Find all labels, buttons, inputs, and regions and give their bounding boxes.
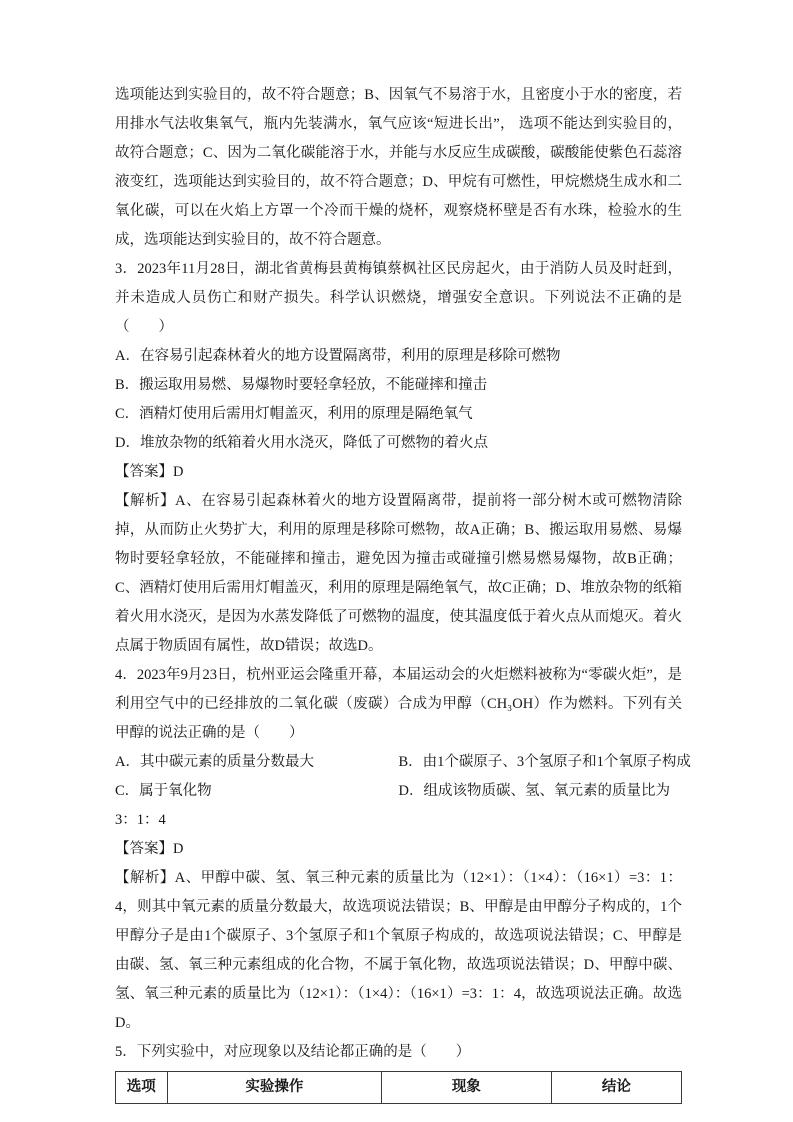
question4-option-d-continuation: 3：1：4 [115, 812, 166, 828]
question5-table-header-operation: 实验操作 [167, 1072, 382, 1104]
question4-option-d: D．组成该物质碳、氢、氧元素的质量比为 [398, 783, 670, 799]
analysis-continuation-paragraph: 选项能达到实验目的，故不符合题意；B、因氧气不易溶于水，且密度小于水的密度，若用排水气法收集氧气，瓶内先装满水，氧气应该“短进长出”， 选项不能达到实验目的，故符合题意；C、因为二氧化碳能溶于水，并能与水反应生成碳酸，碳酸能使紫色石蕊溶液变红，选项能达到实验目的，故不符合题意；D、甲烷有可燃性，甲烷燃烧生成水和二氧化碳，可以在火焰上方罩一个冷而干燥的烧杯，观察烧杯壁是否有水珠，检验水的生成，选项能达到实验目的，故不符合题意。 [115, 87, 682, 248]
question3-option-b: B．搬运取用易燃、易爆物时要轻拿轻放，不能碰摔和撞击 [115, 377, 488, 393]
question3-option-d: D．堆放杂物的纸箱着火用水浇灭，降低了可燃物的着火点 [115, 435, 488, 451]
question5-stem: 5．下列实验中，对应现象以及结论都正确的是（ ） [115, 1044, 471, 1060]
question5-table-header-conclusion: 结论 [551, 1072, 681, 1104]
question-4 [115, 661, 691, 1038]
question4-analysis: 【解析】A、甲醇中碳、氢、氧三种元素的质量比为（12×1）：（1×4）：（16×1）=3：1：4，则其中氧元素的质量分数最大，故选项说法错误；B、甲醇是由甲醇分子构成的，1个甲醇分子是由1个碳原子、3个氢原子和1个氧原子构成的，故选项说法错误；C、甲醇是由碳、氢、氧三种元素组成的化合物，不属于氧化物，故选项说法错误；D、甲醇中碳、氢、氧三种元素的质量比为（12×1）：（1×4）：（16×1）=3：1：4，故选项说法正确。故选D。 [115, 870, 682, 1031]
question3-analysis: 【解析】A、在容易引起森林着火的地方设置隔离带，提前将一部分树木或可燃物清除掉，从而防止火势扩大，利用的原理是移除可燃物，故A正确；B、搬运取用易燃、易爆物时要轻拿轻放，不能碰摔和撞击，避免因为撞击或碰撞引燃易燃易爆物，故B正确；C、酒精灯使用后需用灯帽盖灭，利用的原理是隔绝氧气，故C正确；D、堆放杂物的纸箱着火用水浇灭，是因为水蒸发降低了可燃物的温度，使其温度低于着火点从而熄灭。着火点属于物质固有属性，故D错误；故选D。 [115, 493, 682, 654]
question4-option-b: B．由1个碳原子、3个氢原子和1个氧原子构成 [398, 754, 691, 770]
question4-option-c: C．属于氧化物 [115, 783, 212, 799]
question3-option-c: C．酒精灯使用后需用灯帽盖灭，利用的原理是隔绝氧气 [115, 406, 473, 422]
question3-stem: 3．2023年11月28日，湖北省黄梅县黄梅镇蔡枫社区民房起火，由于消防人员及时赶到，并未造成人员伤亡和财产损失。科学认识燃烧，增强安全意识。下列说法不正确的是（ ） [115, 261, 682, 335]
question3-answer: 【答案】D [115, 464, 184, 480]
question5-experiment-table [115, 1071, 682, 1104]
question4-stem: 4．2023年9月23日，杭州亚运会隆重开幕，本届运动会的火炬燃料被称为“零碳火炬”，是利用空气中的已经排放的二氧化碳（废碳）合成为甲醇（CH₃OH）作为燃料。下列有关甲醇的说法正确的是（ ） [115, 667, 682, 741]
question4-option-a: A．其中碳元素的质量分数最大 [115, 754, 314, 770]
question-5 [115, 1038, 682, 1104]
question5-table-header-phenomenon: 现象 [382, 1072, 552, 1104]
question-3 [115, 255, 682, 661]
question3-option-a: A．在容易引起森林着火的地方设置隔离带，利用的原理是移除可燃物 [115, 348, 561, 364]
question4-options-row-1 [115, 748, 691, 777]
question5-table-header-option: 选项 [116, 1072, 168, 1104]
question4-options-row-2 [115, 777, 682, 806]
question5-table-header-row [116, 1072, 682, 1104]
question4-answer: 【答案】D [115, 841, 184, 857]
